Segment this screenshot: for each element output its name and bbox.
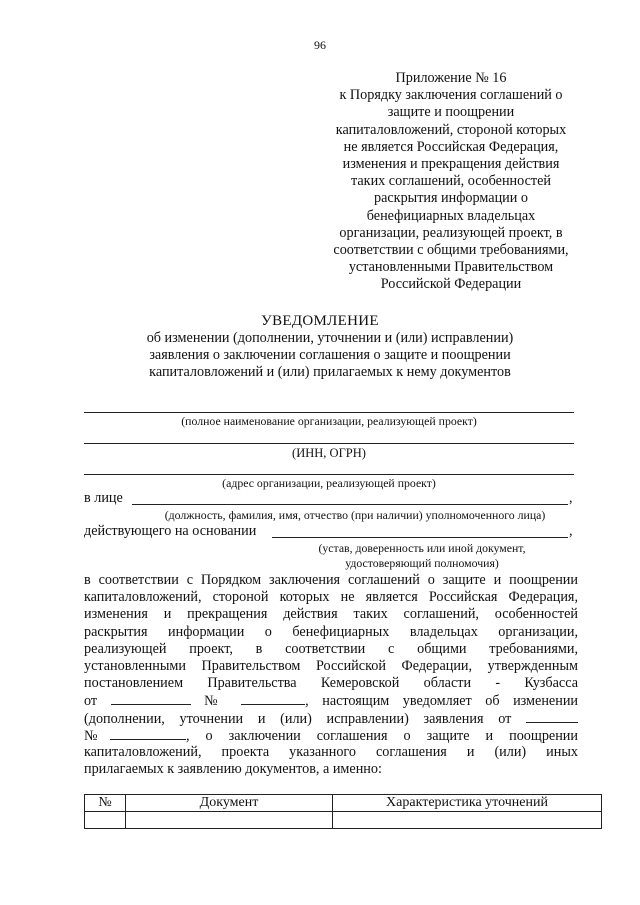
acting-basis-field-line[interactable]	[272, 537, 568, 538]
body-line: установленными Правительством Российской Федерации, утвержденным	[84, 657, 578, 674]
cell-changes[interactable]	[333, 812, 602, 829]
body-line: раскрытия информации о бенефициарных владельцах организации,	[84, 623, 578, 640]
application-text: (дополнении, уточнении и (или) исправлении) заявления от	[84, 710, 512, 727]
acting-basis-label: действующего на основании	[84, 523, 257, 539]
appendix-line: раскрытия информации о	[373, 190, 529, 207]
appendix-block	[318, 70, 584, 294]
body-line: постановлением Правительства Кемеровской области - Кузбасса	[84, 675, 578, 692]
resolution-date-field[interactable]	[111, 692, 191, 705]
inn-ogrn-field-line[interactable]	[84, 443, 574, 444]
body-line: реализующей проект, в соответствии с общими требованиями,	[84, 640, 578, 657]
body-line: прилагаемых к заявлению документов, а именно:	[84, 761, 382, 778]
address-hint: (адрес организации, реализующей проект)	[222, 476, 436, 490]
subtitle-line: заявления о заключении соглашения о защите и поощрении	[149, 347, 511, 364]
cell-document[interactable]	[126, 812, 333, 829]
cell-number[interactable]	[85, 812, 126, 829]
acting-basis-hint-1: (устав, доверенность или иной документ,	[318, 541, 526, 555]
from-label: от	[84, 693, 98, 710]
appendix-line: таких соглашений, особенностей	[351, 173, 551, 190]
org-name-field-line[interactable]	[84, 412, 574, 413]
appendix-line: установленными Правительством	[348, 259, 554, 276]
appendix-line: изменения и прекращения действия	[342, 156, 560, 173]
body-line: капиталовложений, проекта указанного соглашения и (или) иных	[84, 743, 578, 760]
appendix-line: защите и поощрении	[387, 104, 515, 121]
col-header-changes: Характеристика уточнений	[333, 795, 602, 812]
conclusion-text: , о заключении соглашения о защите и поощрении	[185, 727, 578, 744]
org-name-hint: (полное наименование организации, реализующей проект)	[181, 414, 477, 428]
appendix-line: к Порядку заключения соглашений о	[339, 87, 563, 104]
appendix-line: организации, реализующей проект, в	[339, 224, 563, 241]
body-line: изменения и прекращения действия таких соглашений, особенностей	[84, 606, 578, 623]
acting-basis-comma: ,	[569, 523, 573, 539]
acting-basis-hint-2: удостоверяющий полномочия)	[345, 556, 499, 570]
number-sign: №	[204, 693, 228, 710]
body-line-date-number	[84, 692, 578, 709]
in-person-comma: ,	[569, 490, 573, 506]
subtitle-line: капиталовложений и (или) прилагаемых к нему документов	[149, 364, 511, 381]
application-date-field[interactable]	[526, 710, 578, 723]
address-field-line[interactable]	[84, 474, 574, 475]
appendix-line: Приложение № 16	[395, 70, 507, 86]
table-row	[85, 812, 602, 829]
notify-text: , настоящим уведомляет об изменении	[305, 693, 578, 710]
number-sign-2: №	[84, 727, 110, 744]
body-paragraph	[84, 572, 578, 778]
resolution-number-field[interactable]	[241, 692, 305, 705]
appendix-line: капиталовложений, стороной которых	[335, 121, 567, 138]
body-line-application-number	[84, 727, 578, 744]
document-subtitle	[120, 330, 540, 382]
in-person-field-line[interactable]	[132, 504, 568, 505]
in-person-label: в лице	[84, 490, 123, 506]
col-header-number: №	[85, 795, 126, 812]
body-line-application-date	[84, 710, 578, 727]
body-line: капиталовложений, стороной которых не является Российская Федерация,	[84, 589, 578, 606]
col-header-document: Документ	[126, 795, 333, 812]
subtitle-line: об изменении (дополнении, уточнении и (или) исправлении)	[146, 330, 514, 346]
body-line: в соответствии с Порядком заключения соглашений о защите и поощрении	[84, 572, 578, 588]
inn-ogrn-hint: (ИНН, ОГРН)	[292, 446, 366, 460]
in-person-hint: (должность, фамилия, имя, отчество (при наличии) уполномоченного лица)	[164, 508, 546, 522]
table-header-row	[85, 795, 602, 812]
page-number: 96	[314, 38, 326, 52]
appendix-line: не является Российская Федерация,	[343, 138, 559, 155]
appendix-line: бенефициарных владельцах	[366, 207, 536, 224]
application-number-field[interactable]	[110, 727, 186, 740]
documents-table	[84, 794, 602, 829]
document-title: УВЕДОМЛЕНИЕ	[261, 313, 379, 329]
appendix-line: соответствии с общими требованиями,	[333, 242, 569, 259]
appendix-line: Российской Федерации	[380, 276, 522, 293]
